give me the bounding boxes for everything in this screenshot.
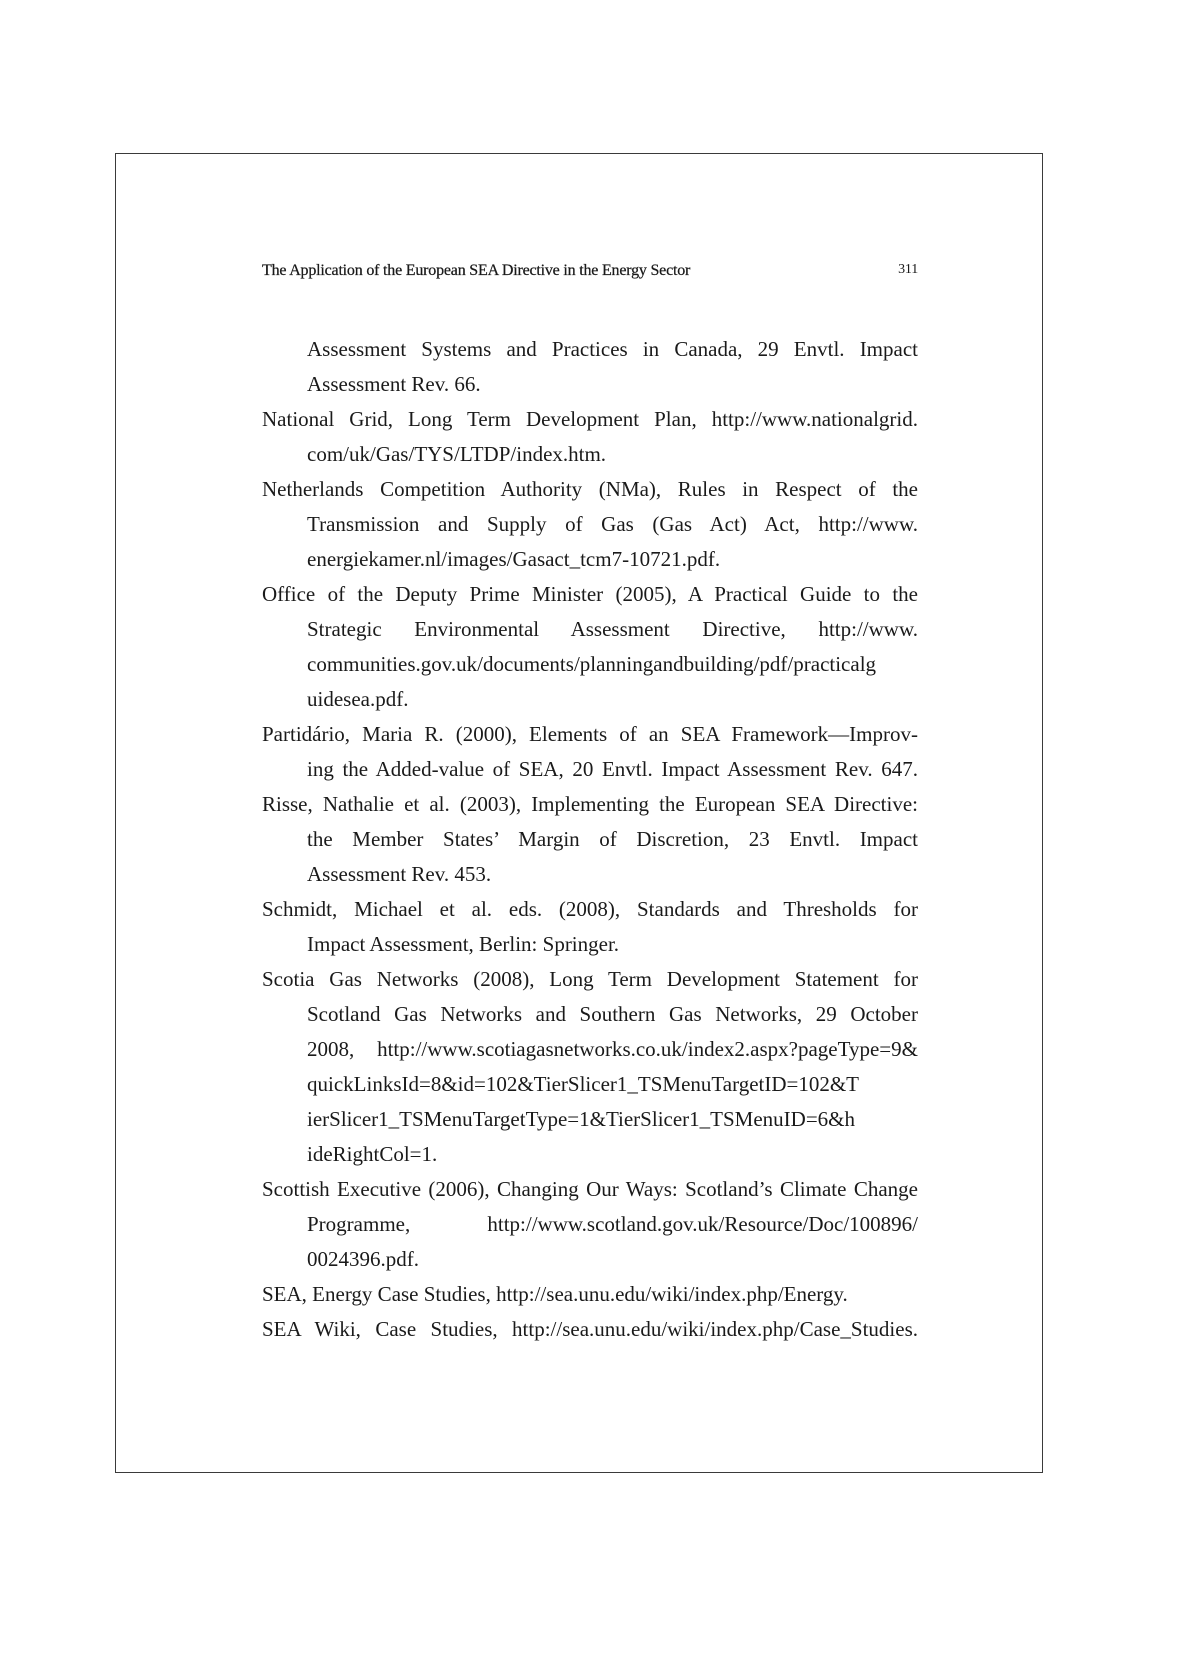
reference-continuation-line: ideRightCol=1. bbox=[307, 1142, 438, 1166]
reference-continuation-line: Programme, http://www.scotland.gov.uk/Resource/Doc/100896/ bbox=[307, 1212, 918, 1236]
reference-continuation-line: 2008, http://www.scotiagasnetworks.co.uk/index2.aspx?pageType=9& bbox=[307, 1037, 918, 1061]
reference-continuation-line: Assessment Rev. 453. bbox=[307, 862, 492, 886]
reference-continuation-line: the Member States’ Margin of Discretion, 23 Envtl. Impact bbox=[307, 827, 918, 851]
reference-continuation-line: Scotland Gas Networks and Southern Gas Networks, 29 October bbox=[307, 1002, 918, 1026]
reference-continuation-line: Assessment Systems and Practices in Canada, 29 Envtl. Impact bbox=[307, 337, 918, 361]
reference-entry bbox=[262, 1277, 918, 1312]
reference-entry bbox=[262, 332, 918, 402]
reference-entry bbox=[262, 717, 918, 787]
reference-continuation-line: ierSlicer1_TSMenuTargetType=1&TierSlicer1_TSMenuID=6&h bbox=[307, 1107, 855, 1131]
reference-first-line: Schmidt, Michael et al. eds. (2008), Standards and Thresholds for bbox=[262, 897, 918, 921]
reference-first-line: Partidário, Maria R. (2000), Elements of an SEA Framework—Improv- bbox=[262, 722, 918, 746]
reference-continuation-line: energiekamer.nl/images/Gasact_tcm7-10721.pdf. bbox=[307, 547, 721, 571]
reference-continuation-line: com/uk/Gas/TYS/LTDP/index.htm. bbox=[307, 442, 607, 466]
reference-continuation-line: ing the Added-value of SEA, 20 Envtl. Impact Assessment Rev. 647. bbox=[307, 757, 918, 781]
reference-first-line: SEA, Energy Case Studies, http://sea.unu.edu/wiki/index.php/Energy. bbox=[262, 1282, 848, 1306]
running-head-title: The Application of the European SEA Directive in the Energy Sector bbox=[262, 262, 691, 279]
reference-entry bbox=[262, 962, 918, 1172]
reference-entry bbox=[262, 892, 918, 962]
reference-first-line: National Grid, Long Term Development Plan, http://www.nationalgrid. bbox=[262, 407, 918, 431]
reference-first-line: Risse, Nathalie et al. (2003), Implementing the European SEA Directive: bbox=[262, 792, 918, 816]
reference-continuation-line: quickLinksId=8&id=102&TierSlicer1_TSMenuTargetID=102&T bbox=[307, 1072, 860, 1096]
reference-entry bbox=[262, 402, 918, 472]
reference-first-line: SEA Wiki, Case Studies, http://sea.unu.edu/wiki/index.php/Case_Studies. bbox=[262, 1317, 918, 1341]
reference-list bbox=[262, 332, 918, 1347]
reference-continuation-line: Assessment Rev. 66. bbox=[307, 372, 481, 396]
reference-entry bbox=[262, 787, 918, 892]
reference-entry bbox=[262, 577, 918, 717]
reference-continuation-line: communities.gov.uk/documents/planningandbuilding/pdf/practicalg bbox=[307, 652, 877, 676]
reference-first-line: Scotia Gas Networks (2008), Long Term Development Statement for bbox=[262, 967, 918, 991]
reference-entry bbox=[262, 1312, 918, 1347]
reference-entry bbox=[262, 1172, 918, 1277]
reference-continuation-line: Strategic Environmental Assessment Directive, http://www. bbox=[307, 617, 918, 641]
reference-continuation-line: uidesea.pdf. bbox=[307, 687, 409, 711]
reference-first-line: Netherlands Competition Authority (NMa), Rules in Respect of the bbox=[262, 477, 918, 501]
page-number: 311 bbox=[898, 262, 918, 277]
reference-continuation-line: 0024396.pdf. bbox=[307, 1247, 419, 1271]
reference-first-line: Scottish Executive (2006), Changing Our Ways: Scotland’s Climate Change bbox=[262, 1177, 918, 1201]
reference-continuation-line: Transmission and Supply of Gas (Gas Act) Act, http://www. bbox=[307, 512, 918, 536]
reference-entry bbox=[262, 472, 918, 577]
reference-continuation-line: Impact Assessment, Berlin: Springer. bbox=[307, 932, 620, 956]
running-head bbox=[262, 262, 918, 284]
reference-first-line: Office of the Deputy Prime Minister (2005), A Practical Guide to the bbox=[262, 582, 918, 606]
